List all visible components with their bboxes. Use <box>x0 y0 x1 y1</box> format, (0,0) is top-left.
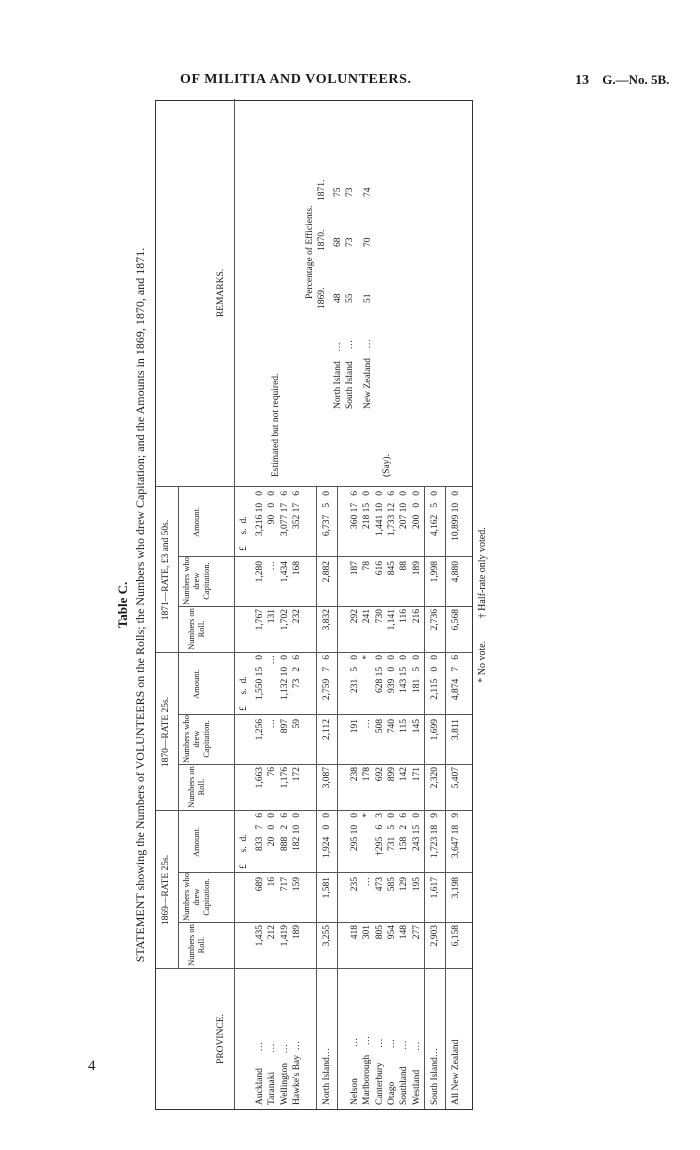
south-row-province: Nelson … <box>350 1037 360 1105</box>
north-row-r69: 212 <box>267 925 278 940</box>
north-row-a70: … <box>267 655 278 665</box>
sub-roll-1870: Numbers on Roll. <box>186 766 206 808</box>
north-row-c71: 1,434 <box>279 561 290 583</box>
north-row-province: Hawke's Bay … <box>291 1040 302 1105</box>
north-row-r71: 1,767 <box>255 609 265 631</box>
efficients-year-1870: 1870. <box>317 229 327 251</box>
south-row-c70: … <box>362 719 373 729</box>
table-subtitle: STATEMENT showing the Numbers of VOLUNTEERS on the Rolls; the Numbers who drew Capitation; and the Amounts in 1869, 1870, and 1871. <box>133 247 147 963</box>
efficients-value: 51 <box>363 293 373 303</box>
south-row-c70: 508 <box>374 719 385 734</box>
north-row-c70: 59 <box>291 719 302 729</box>
north-row-r70: 1,176 <box>279 767 290 789</box>
footnote-half-rate: † Half-rate only voted. <box>477 527 488 619</box>
south-row-r71: 116 <box>399 609 410 623</box>
header-remarks: REMARKS. <box>216 268 226 318</box>
north-row-r71: 232 <box>291 609 302 624</box>
south-total-row-r69: 2,903 <box>430 925 440 947</box>
header-1871: 1871—RATE, £3 and 50s. <box>161 519 171 621</box>
north-row-a70: 1,550 15 0 <box>255 655 265 701</box>
sub-amt-1870: Amount. <box>191 669 201 699</box>
nz-total-row-province: All New Zealand <box>451 1039 461 1105</box>
nz-total-row-c71: 4,880 <box>451 561 461 583</box>
efficients-value: 55 <box>345 293 355 303</box>
north-row-c69: 717 <box>279 877 290 892</box>
efficients-value: 48 <box>333 293 343 303</box>
north-row-c71: 1,280 <box>255 561 265 583</box>
north-row-c70: 1,256 <box>255 719 265 741</box>
north-row-c71: … <box>267 561 278 571</box>
north-total-row-a69: 1,924 0 0 <box>322 813 332 859</box>
efficients-label: South Island … <box>345 339 355 409</box>
south-row-r71: 241 <box>362 609 373 624</box>
south-row-r71: 292 <box>350 609 360 624</box>
north-total-row-r69: 3,255 <box>322 925 332 947</box>
south-row-a70: 628 15 0 <box>374 655 385 693</box>
north-row-a69: 20 0 0 <box>267 813 278 847</box>
south-total-row-province: South Island… <box>430 1047 440 1105</box>
south-row-province: Southland … <box>399 1040 410 1105</box>
north-row-r70: 76 <box>267 767 278 777</box>
efficients-title: Percentage of Efficients. <box>305 205 315 299</box>
north-row-province: Taranaki … <box>267 1043 278 1105</box>
south-row-r70: 899 <box>386 767 397 782</box>
nz-total-row-a70: 4,874 7 6 <box>451 655 461 701</box>
north-row-a70: 73 2 6 <box>291 655 302 689</box>
south-total-row-c70: 1,699 <box>430 719 440 741</box>
south-row-a70: 143 15 0 <box>399 655 410 693</box>
units-1871: £ s. d. <box>239 516 249 551</box>
table-title: Table C. <box>115 581 130 629</box>
south-row-c71: 189 <box>411 561 422 576</box>
remark-estimated: Estimated but not required. <box>271 373 281 477</box>
efficients-label: New Zealand … <box>363 339 373 409</box>
south-row-r71: 216 <box>411 609 422 624</box>
south-row-c70: 145 <box>411 719 422 734</box>
efficients-value: 74 <box>363 187 373 197</box>
sub-cap-1871: Numbers who drew Capitation. <box>181 557 211 605</box>
efficients-value: 75 <box>333 187 343 197</box>
north-total-row-province: North Island… <box>322 1047 332 1105</box>
sub-roll-1869: Numbers on Roll. <box>186 924 206 966</box>
south-row-c69: 473 <box>374 877 385 892</box>
south-row-a71: 207 10 0 <box>399 491 410 529</box>
running-head: OF MILITIA AND VOLUNTEERS. <box>180 72 412 87</box>
north-total-row-r70: 3,087 <box>322 767 332 789</box>
north-row-a71: 352 17 6 <box>291 491 302 529</box>
south-row-c71: 187 <box>350 561 360 576</box>
header-province: PROVINCE. <box>216 1014 226 1064</box>
north-total-row-a70: 2,759 7 6 <box>322 655 332 701</box>
south-row-c69: 195 <box>411 877 422 892</box>
north-row-c71: 168 <box>291 561 302 576</box>
north-row-province: Wellington … <box>279 1044 290 1105</box>
south-row-a71: 1,441 10 0 <box>374 491 385 537</box>
north-row-a71: 3,077 17 6 <box>279 491 290 537</box>
sub-cap-1870: Numbers who drew Capitation. <box>181 715 211 763</box>
nz-total-row-a71: 10,899 10 0 <box>451 491 461 541</box>
south-row-r71: 730 <box>374 609 385 624</box>
north-row-a69: 833 7 6 <box>255 813 265 851</box>
south-row-province: Canterbury … <box>374 1038 385 1105</box>
south-row-a69: †295 6 3 <box>374 813 385 856</box>
south-row-c69: 585 <box>386 877 397 892</box>
south-row-province: Marlborough … <box>362 1035 373 1105</box>
south-row-r69: 301 <box>362 925 373 940</box>
south-row-province: Westland … <box>411 1041 422 1105</box>
page-reference <box>575 72 669 89</box>
south-row-c71: 845 <box>386 561 397 576</box>
nz-total-row-r71: 6,568 <box>451 609 461 631</box>
north-total-row-c71: 2,882 <box>322 561 332 583</box>
south-row-a69: * <box>362 813 373 818</box>
south-row-a69: 731 5 0 <box>386 813 397 851</box>
units-1870: £ s. d. <box>239 676 249 711</box>
south-row-c71: 78 <box>362 561 373 571</box>
south-row-a71: 360 17 6 <box>350 491 360 529</box>
efficients-value: 73 <box>345 237 355 247</box>
south-row-a70: 939 0 0 <box>386 655 397 693</box>
document-reference: G.—No. 5B. <box>602 72 670 87</box>
north-row-c69: 159 <box>291 877 302 892</box>
south-row-a71: 1,733 12 6 <box>386 491 397 537</box>
north-total-row-c69: 1,581 <box>322 877 332 899</box>
north-row-c70: … <box>267 719 278 729</box>
north-row-r71: 1,702 <box>279 609 290 631</box>
south-total-row-c71: 1,998 <box>430 561 440 583</box>
efficients-value: 68 <box>333 237 343 247</box>
north-row-r69: 189 <box>291 925 302 940</box>
south-row-c70: 115 <box>399 719 410 733</box>
rotated-table-block <box>115 100 510 1110</box>
footnote-no-vote: * No vote. <box>477 640 488 683</box>
efficients-label: North Island … <box>333 342 343 409</box>
south-total-row-a70: 2,115 0 0 <box>430 655 440 700</box>
north-row-a70: 1,132 10 0 <box>279 655 290 701</box>
north-total-row-a71: 6,737 5 0 <box>322 491 332 537</box>
south-row-a69: 295 10 0 <box>350 813 360 851</box>
north-row-c70: 897 <box>279 719 290 734</box>
north-row-a69: 182 10 0 <box>291 813 302 851</box>
sub-cap-1869: Numbers who drew Capitation. <box>181 873 211 921</box>
south-row-r69: 148 <box>399 925 410 940</box>
footnotes <box>477 100 488 1110</box>
south-row-a69: 158 2 6 <box>399 813 410 851</box>
south-row-c70: 740 <box>386 719 397 734</box>
page-number-bottom: 4 <box>88 1058 96 1074</box>
south-row-r69: 805 <box>374 925 385 940</box>
north-total-row-r71: 3,832 <box>322 609 332 631</box>
south-total-row-r70: 2,320 <box>430 767 440 789</box>
efficients-value: 73 <box>345 187 355 197</box>
remark-say: (Say). <box>382 454 392 477</box>
south-row-r69: 954 <box>386 925 397 940</box>
south-row-r70: 171 <box>411 767 422 782</box>
nz-total-row-r70: 5,407 <box>451 767 461 789</box>
south-row-c71: 88 <box>399 561 410 571</box>
north-row-r69: 1,419 <box>279 925 290 947</box>
south-row-a70: * <box>362 655 373 660</box>
south-row-r70: 178 <box>362 767 373 782</box>
sub-roll-1871: Numbers on Roll. <box>186 608 206 650</box>
units-1869: £ s. d. <box>239 834 249 869</box>
sub-amt-1869: Amount. <box>191 827 201 857</box>
north-row-r70: 1,663 <box>255 767 265 789</box>
header-1869: 1869—RATE 25s. <box>161 854 171 926</box>
south-row-c70: 191 <box>350 719 360 734</box>
south-row-c71: 616 <box>374 561 385 576</box>
south-total-row-c69: 1,617 <box>430 877 440 899</box>
south-row-c69: 129 <box>399 877 410 892</box>
south-row-a71: 200 0 0 <box>411 491 422 529</box>
north-row-a69: 888 2 6 <box>279 813 290 851</box>
north-row-a71: 90 0 0 <box>267 491 278 525</box>
south-total-row-a69: 1,723 18 9 <box>430 813 440 859</box>
north-row-c69: 16 <box>267 877 278 887</box>
north-row-r71: 131 <box>267 609 278 624</box>
nz-total-row-r69: 6,158 <box>451 925 461 947</box>
sub-amt-1871: Amount. <box>191 507 201 537</box>
south-row-r69: 418 <box>350 925 360 940</box>
south-row-province: Otago … <box>386 1039 397 1105</box>
north-total-row-c70: 2,112 <box>322 719 332 741</box>
south-row-r69: 277 <box>411 925 422 940</box>
south-row-r71: 1,141 <box>386 609 397 631</box>
efficients-year-1869: 1869. <box>317 287 327 309</box>
north-row-r69: 1,435 <box>255 925 265 947</box>
header-1870: 1870—RATE 25s. <box>161 696 171 768</box>
south-total-row-a71: 4,162 5 0 <box>430 491 440 537</box>
south-row-a69: 243 15 0 <box>411 813 422 851</box>
north-row-a71: 3,216 10 0 <box>255 491 265 537</box>
north-row-province: Auckland … <box>255 1041 265 1105</box>
south-row-a70: 231 5 0 <box>350 655 360 693</box>
south-row-r70: 692 <box>374 767 385 782</box>
nz-total-row-c69: 3,198 <box>451 877 461 899</box>
nz-total-row-c70: 3,811 <box>451 719 461 741</box>
north-row-r70: 172 <box>291 767 302 782</box>
efficients-year-1871: 1871. <box>317 179 327 201</box>
south-row-c69: … <box>362 877 373 887</box>
south-row-r70: 238 <box>350 767 360 782</box>
south-row-a70: 181 5 0 <box>411 655 422 693</box>
south-row-a71: 218 15 0 <box>362 491 373 529</box>
north-row-c69: 689 <box>255 877 265 892</box>
south-total-row-r71: 2,736 <box>430 609 440 631</box>
efficients-value: 70 <box>363 237 373 247</box>
south-row-r70: 142 <box>399 767 410 782</box>
volunteers-table <box>155 100 473 1110</box>
nz-total-row-a69: 3,647 18 9 <box>451 813 461 859</box>
page-number-top: 13 <box>575 73 589 88</box>
south-row-c69: 235 <box>350 877 360 892</box>
